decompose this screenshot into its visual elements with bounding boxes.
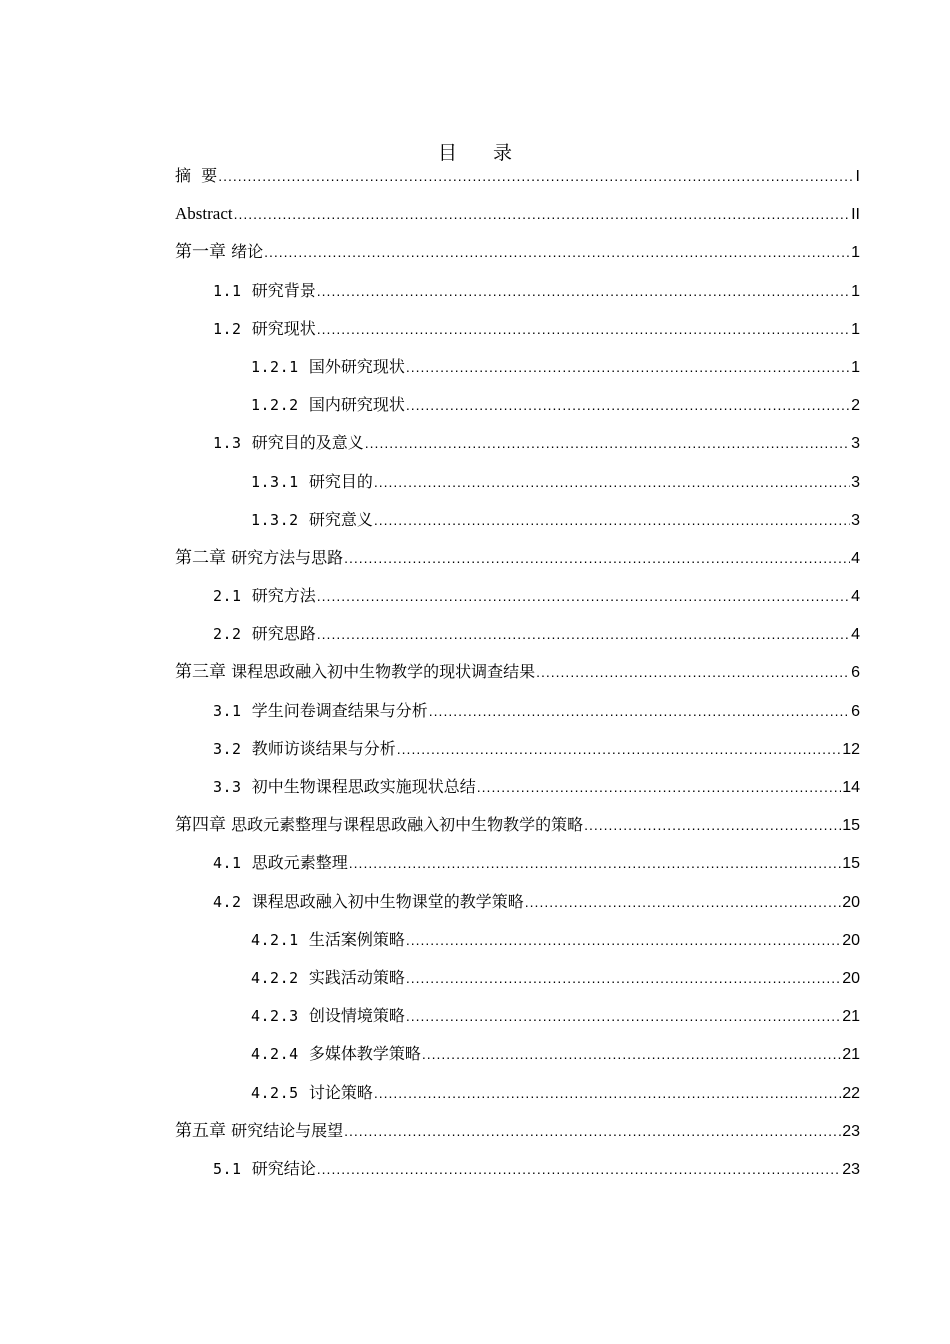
dot-leader bbox=[374, 506, 850, 534]
entry-title: 思政元素整理与课程思政融入初中生物教学的策略 bbox=[226, 815, 584, 835]
entry-title: 课程思政融入初中生物课堂的教学策略 bbox=[251, 891, 524, 911]
page-number: 4 bbox=[851, 626, 860, 644]
page-number: 15 bbox=[842, 855, 860, 873]
toc-entry[interactable] bbox=[175, 544, 860, 582]
entry-title: 国内研究现状 bbox=[308, 395, 405, 415]
toc-entry-label bbox=[213, 888, 524, 916]
section-number: 4.1 bbox=[213, 854, 242, 873]
page-number: 12 bbox=[842, 740, 860, 758]
section-number: 4.2.5 bbox=[251, 1083, 299, 1102]
entry-title: 摘 要 bbox=[175, 166, 218, 185]
page-number: 3 bbox=[851, 435, 860, 453]
page-number: 1 bbox=[851, 282, 860, 300]
entry-title: 多媒体教学策略 bbox=[308, 1044, 421, 1064]
section-number: 2.1 bbox=[213, 587, 242, 606]
section-number: 4.2.3 bbox=[251, 1007, 299, 1026]
toc-entry-label bbox=[175, 1117, 343, 1145]
toc-entry[interactable] bbox=[175, 468, 860, 506]
page-number: 1 bbox=[851, 244, 860, 262]
toc-entry-label bbox=[213, 315, 316, 343]
page-number: 4 bbox=[851, 588, 860, 606]
page-number: 23 bbox=[842, 1160, 860, 1178]
toc-entry-label bbox=[175, 658, 535, 686]
entry-title: 思政元素整理 bbox=[251, 853, 348, 873]
entry-title: 创设情境策略 bbox=[308, 1006, 405, 1026]
toc-entry[interactable] bbox=[175, 697, 860, 735]
entry-title: 生活案例策略 bbox=[308, 929, 405, 949]
toc-entry-label bbox=[251, 506, 373, 534]
toc-entry-label bbox=[251, 1040, 421, 1068]
toc-entry-label bbox=[213, 735, 396, 763]
toc-entry[interactable] bbox=[175, 926, 860, 964]
page-number: 21 bbox=[842, 1008, 860, 1026]
page-number: 2 bbox=[851, 397, 860, 415]
dot-leader bbox=[344, 544, 850, 572]
dot-leader bbox=[429, 697, 850, 725]
toc-entry[interactable] bbox=[175, 582, 860, 620]
entry-title: 研究方法与思路 bbox=[226, 547, 344, 567]
entry-title: 研究意义 bbox=[308, 509, 373, 529]
section-number: 1.2 bbox=[213, 319, 242, 338]
page-number: 20 bbox=[842, 969, 860, 987]
section-number: 1.3 bbox=[213, 434, 242, 453]
dot-leader bbox=[317, 620, 850, 648]
toc-entry-label bbox=[175, 811, 583, 839]
section-number: 3.1 bbox=[213, 701, 242, 720]
section-number: 4.2.2 bbox=[251, 968, 299, 987]
dot-leader bbox=[406, 926, 841, 954]
dot-leader bbox=[317, 1155, 841, 1183]
section-number: 1.1 bbox=[213, 281, 242, 300]
toc-entry[interactable] bbox=[175, 1079, 860, 1117]
section-number: 3.2 bbox=[213, 739, 242, 758]
toc-entry-label bbox=[175, 162, 217, 190]
entry-title: 学生问卷调查结果与分析 bbox=[251, 700, 428, 720]
toc-entry[interactable] bbox=[175, 964, 860, 1002]
page-number: 6 bbox=[851, 664, 860, 682]
toc-entry[interactable] bbox=[175, 658, 860, 696]
toc-title-right: 录 bbox=[493, 142, 513, 164]
page-number: 1 bbox=[851, 358, 860, 376]
toc-entry[interactable] bbox=[175, 811, 860, 849]
toc-entry[interactable] bbox=[175, 238, 860, 276]
entry-title: 讨论策略 bbox=[308, 1082, 373, 1102]
toc-entry-label bbox=[251, 926, 405, 954]
toc-entry[interactable] bbox=[175, 200, 860, 238]
chapter-number: 第三章 bbox=[175, 662, 226, 683]
section-number: 1.2.1 bbox=[251, 357, 299, 376]
page-number: 3 bbox=[851, 511, 860, 529]
section-number: 5.1 bbox=[213, 1159, 242, 1178]
toc-entry-label bbox=[213, 429, 364, 457]
dot-leader bbox=[406, 353, 850, 381]
toc-entry[interactable] bbox=[175, 1155, 860, 1193]
dot-leader bbox=[374, 468, 850, 496]
toc-entry[interactable] bbox=[175, 888, 860, 926]
entry-title: 研究目的 bbox=[308, 471, 373, 491]
toc-entry-label bbox=[213, 1155, 316, 1183]
dot-leader bbox=[317, 315, 850, 343]
toc-entry[interactable] bbox=[175, 391, 860, 429]
toc-entry-label bbox=[213, 773, 476, 801]
chapter-number: 第五章 bbox=[175, 1120, 226, 1141]
entry-title: 研究结论与展望 bbox=[226, 1120, 344, 1140]
toc-entry[interactable] bbox=[175, 1040, 860, 1078]
dot-leader bbox=[344, 1117, 841, 1145]
toc-entry-label bbox=[213, 849, 348, 877]
chapter-number: 第二章 bbox=[175, 547, 226, 568]
page-number: 15 bbox=[842, 817, 860, 835]
dot-leader bbox=[365, 429, 850, 457]
toc-entry[interactable] bbox=[175, 315, 860, 353]
entry-title: Abstract bbox=[175, 204, 233, 224]
entry-title: 研究结论 bbox=[251, 1158, 316, 1178]
dot-leader bbox=[397, 735, 841, 763]
toc-entry-label bbox=[251, 1079, 373, 1107]
section-number: 1.3.2 bbox=[251, 510, 299, 529]
toc-entry[interactable] bbox=[175, 849, 860, 887]
section-number: 2.2 bbox=[213, 625, 242, 644]
entry-title: 研究现状 bbox=[251, 318, 316, 338]
dot-leader bbox=[264, 238, 850, 266]
toc-title-left: 目 bbox=[437, 142, 457, 164]
toc-entry[interactable] bbox=[175, 429, 860, 467]
section-number: 4.2.4 bbox=[251, 1045, 299, 1064]
page-number: 3 bbox=[851, 473, 860, 491]
table-of-contents bbox=[175, 162, 860, 1193]
toc-entry-label bbox=[251, 468, 373, 496]
toc-entry-label bbox=[175, 544, 343, 572]
toc-title bbox=[0, 138, 950, 165]
entry-title: 实践活动策略 bbox=[308, 967, 405, 987]
page-number: 22 bbox=[842, 1084, 860, 1102]
entry-title: 研究背景 bbox=[251, 280, 316, 300]
entry-title: 研究方法 bbox=[251, 586, 316, 606]
toc-entry-label bbox=[213, 277, 316, 305]
entry-title: 国外研究现状 bbox=[308, 356, 405, 376]
dot-leader bbox=[218, 162, 854, 190]
dot-leader bbox=[477, 773, 841, 801]
toc-entry[interactable] bbox=[175, 353, 860, 391]
toc-entry-label bbox=[251, 391, 405, 419]
chapter-number: 第一章 bbox=[175, 242, 226, 263]
entry-title: 教师访谈结果与分析 bbox=[251, 738, 396, 758]
dot-leader bbox=[317, 582, 850, 610]
toc-entry[interactable] bbox=[175, 277, 860, 315]
toc-entry[interactable] bbox=[175, 773, 860, 811]
dot-leader bbox=[536, 658, 850, 686]
toc-entry-label bbox=[251, 964, 405, 992]
page-number: 21 bbox=[842, 1046, 860, 1064]
dot-leader bbox=[234, 200, 851, 228]
dot-leader bbox=[584, 811, 841, 839]
dot-leader bbox=[406, 1002, 841, 1030]
toc-entry-label bbox=[175, 200, 233, 228]
page-number: 20 bbox=[842, 931, 860, 949]
section-number: 4.2 bbox=[213, 892, 242, 911]
dot-leader bbox=[525, 888, 841, 916]
page-number: 14 bbox=[842, 779, 860, 796]
toc-entry[interactable] bbox=[175, 162, 860, 200]
chapter-number: 第四章 bbox=[175, 815, 226, 836]
toc-entry-label bbox=[213, 620, 316, 648]
toc-entry[interactable] bbox=[175, 1117, 860, 1155]
entry-title: 研究目的及意义 bbox=[251, 433, 364, 453]
dot-leader bbox=[406, 391, 850, 419]
page-number: 23 bbox=[842, 1122, 860, 1140]
page-number: 4 bbox=[851, 549, 860, 567]
section-number: 4.2.1 bbox=[251, 930, 299, 949]
toc-entry-label bbox=[213, 697, 428, 725]
section-number: 1.3.1 bbox=[251, 472, 299, 491]
entry-title: 课程思政融入初中生物教学的现状调查结果 bbox=[226, 662, 536, 682]
toc-entry-label bbox=[175, 238, 263, 266]
toc-entry[interactable] bbox=[175, 506, 860, 544]
dot-leader bbox=[406, 964, 841, 992]
toc-entry-label bbox=[251, 353, 405, 381]
dot-leader bbox=[317, 277, 850, 305]
entry-title: 研究思路 bbox=[251, 624, 316, 644]
dot-leader bbox=[349, 849, 841, 877]
page-number: I bbox=[855, 168, 860, 185]
page-number: 6 bbox=[851, 702, 860, 720]
dot-leader bbox=[422, 1040, 841, 1068]
toc-entry[interactable] bbox=[175, 735, 860, 773]
dot-leader bbox=[374, 1079, 841, 1107]
entry-title: 绪论 bbox=[226, 242, 264, 262]
section-number: 1.2.2 bbox=[251, 396, 299, 415]
toc-entry-label bbox=[251, 1002, 405, 1030]
page-number: 1 bbox=[851, 320, 860, 338]
entry-title: 初中生物课程思政实施现状总结 bbox=[251, 777, 476, 796]
toc-entry-label bbox=[213, 582, 316, 610]
toc-entry[interactable] bbox=[175, 1002, 860, 1040]
page-number: 20 bbox=[842, 893, 860, 911]
section-number: 3.3 bbox=[213, 778, 242, 796]
toc-entry[interactable] bbox=[175, 620, 860, 658]
page-number: II bbox=[851, 206, 860, 224]
